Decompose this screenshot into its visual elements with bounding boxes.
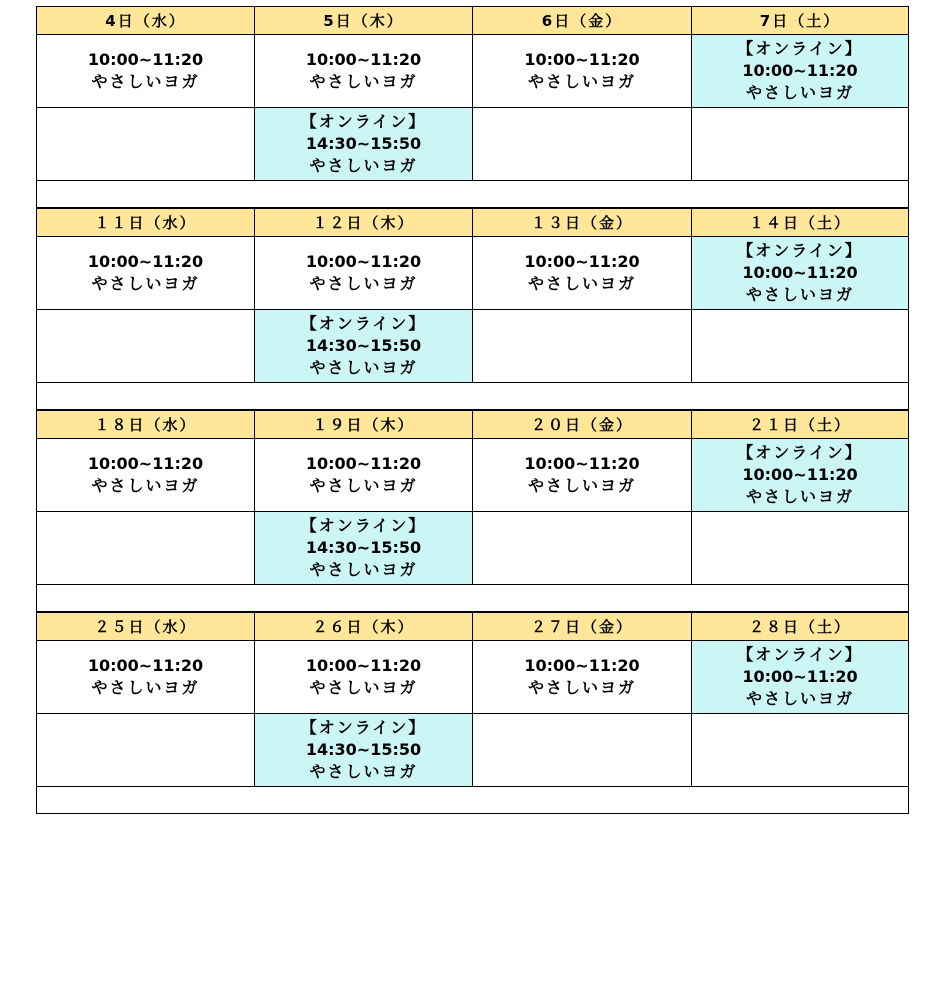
class-title: やさしいヨガ: [309, 274, 418, 293]
day-header: １２日（木）: [254, 209, 472, 236]
class-time: 14:30~15:50: [305, 336, 422, 355]
day-header-row: [36, 6, 909, 35]
class-time: 10:00~11:20: [305, 656, 422, 675]
class-time: 10:00~11:20: [742, 263, 858, 282]
class-title: やさしいヨガ: [91, 274, 200, 293]
class-slot: [254, 35, 472, 107]
class-time: 10:00~11:20: [305, 454, 422, 473]
online-label: 【オンライン】: [300, 516, 427, 535]
afternoon-class-row: [36, 310, 909, 383]
online-class-slot: [254, 310, 472, 382]
class-slot: [37, 641, 254, 713]
day-header: １３日（金）: [472, 209, 691, 236]
class-time: 10:00~11:20: [742, 61, 858, 80]
class-title: やさしいヨガ: [91, 72, 200, 91]
empty-slot: [472, 714, 691, 786]
class-time: 10:00~11:20: [305, 50, 422, 69]
class-time: 10:00~11:20: [524, 252, 640, 271]
afternoon-class-row: [36, 108, 909, 181]
empty-slot: [691, 512, 908, 584]
class-time: 10:00~11:20: [87, 252, 204, 271]
class-title: やさしいヨガ: [745, 689, 854, 708]
morning-class-row: [36, 35, 909, 108]
day-header: 6日（金）: [472, 7, 691, 34]
day-header: １１日（水）: [94, 213, 197, 232]
week-spacer: [36, 787, 909, 814]
class-slot: [254, 439, 472, 511]
day-header: ２８日（土）: [691, 613, 908, 640]
empty-slot: [472, 310, 691, 382]
class-time: 10:00~11:20: [87, 50, 204, 69]
morning-class-row: [36, 237, 909, 310]
online-class-slot: [254, 512, 472, 584]
class-title: やさしいヨガ: [745, 83, 854, 102]
class-time: 10:00~11:20: [524, 50, 640, 69]
morning-class-row: [36, 439, 909, 512]
week-spacer: [36, 181, 909, 208]
class-title: やさしいヨガ: [309, 762, 418, 781]
class-title: やさしいヨガ: [309, 678, 418, 697]
empty-slot: [691, 310, 908, 382]
morning-class-row: [36, 641, 909, 714]
class-time: 14:30~15:50: [305, 134, 422, 153]
week-block: [36, 410, 909, 612]
class-slot: [472, 439, 691, 511]
empty-slot: [37, 714, 254, 786]
class-time: 10:00~11:20: [524, 656, 640, 675]
class-title: やさしいヨガ: [309, 560, 418, 579]
class-slot: [472, 35, 691, 107]
empty-slot: [472, 512, 691, 584]
class-time: 14:30~15:50: [305, 538, 422, 557]
day-header: １９日（木）: [254, 411, 472, 438]
class-slot: [472, 641, 691, 713]
online-class-slot: [691, 237, 908, 309]
day-header-row: [36, 612, 909, 641]
class-time: 10:00~11:20: [87, 454, 204, 473]
class-title: やさしいヨガ: [309, 358, 418, 377]
empty-slot: [472, 108, 691, 180]
online-label: 【オンライン】: [737, 443, 863, 462]
class-time: 14:30~15:50: [305, 740, 422, 759]
class-time: 10:00~11:20: [87, 656, 204, 675]
class-slot: [37, 35, 254, 107]
online-label: 【オンライン】: [300, 718, 427, 737]
afternoon-class-row: [36, 714, 909, 787]
class-time: 10:00~11:20: [524, 454, 640, 473]
class-title: やさしいヨガ: [745, 487, 854, 506]
online-label: 【オンライン】: [737, 39, 863, 58]
class-slot: [472, 237, 691, 309]
empty-slot: [37, 512, 254, 584]
online-label: 【オンライン】: [737, 645, 863, 664]
afternoon-class-row: [36, 512, 909, 585]
day-header: １４日（土）: [691, 209, 908, 236]
week-spacer: [36, 585, 909, 612]
class-slot: [254, 237, 472, 309]
empty-slot: [691, 108, 908, 180]
class-title: やさしいヨガ: [309, 72, 418, 91]
day-header: ２０日（金）: [472, 411, 691, 438]
online-class-slot: [691, 641, 908, 713]
online-class-slot: [254, 714, 472, 786]
week-spacer: [36, 383, 909, 410]
class-title: やさしいヨガ: [527, 72, 636, 91]
class-title: やさしいヨガ: [309, 156, 418, 175]
online-label: 【オンライン】: [737, 241, 863, 260]
day-header: １８日（水）: [94, 415, 197, 434]
class-title: やさしいヨガ: [91, 476, 200, 495]
class-time: 10:00~11:20: [742, 465, 858, 484]
class-slot: [37, 237, 254, 309]
empty-slot: [37, 108, 254, 180]
class-slot: [37, 439, 254, 511]
online-label: 【オンライン】: [300, 112, 427, 131]
class-title: やさしいヨガ: [309, 476, 418, 495]
day-header: ２１日（土）: [691, 411, 908, 438]
day-header: 4日（水）: [105, 11, 186, 30]
week-block: [36, 6, 909, 208]
day-header-row: [36, 410, 909, 439]
day-header: ２７日（金）: [472, 613, 691, 640]
class-title: やさしいヨガ: [91, 678, 200, 697]
online-class-slot: [691, 439, 908, 511]
class-time: 10:00~11:20: [305, 252, 422, 271]
empty-slot: [37, 310, 254, 382]
class-title: やさしいヨガ: [527, 274, 636, 293]
day-header: ２５日（水）: [94, 617, 197, 636]
schedule-table: [36, 6, 909, 814]
class-time: 10:00~11:20: [742, 667, 858, 686]
online-label: 【オンライン】: [300, 314, 427, 333]
empty-slot: [691, 714, 908, 786]
day-header: 5日（木）: [254, 7, 472, 34]
class-title: やさしいヨガ: [527, 678, 636, 697]
day-header: ２６日（木）: [254, 613, 472, 640]
day-header-row: [36, 208, 909, 237]
class-title: やさしいヨガ: [745, 285, 854, 304]
class-title: やさしいヨガ: [527, 476, 636, 495]
class-slot: [254, 641, 472, 713]
week-block: [36, 612, 909, 814]
online-class-slot: [691, 35, 908, 107]
online-class-slot: [254, 108, 472, 180]
week-block: [36, 208, 909, 410]
day-header: 7日（土）: [691, 7, 908, 34]
